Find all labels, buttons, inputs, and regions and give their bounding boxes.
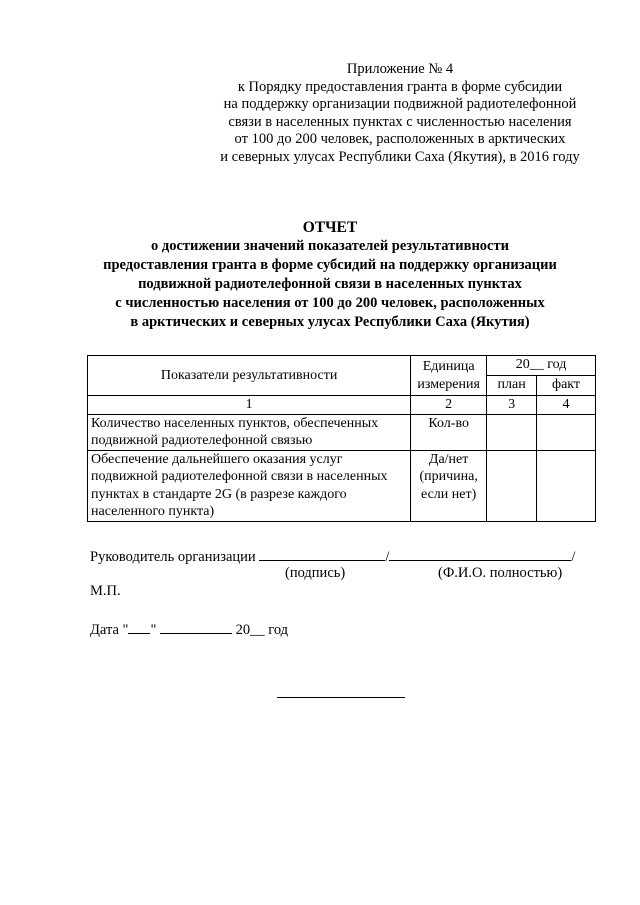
report-title: ОТЧЕТ: [302, 219, 358, 236]
annex-line: от 100 до 200 человек, расположенных в арктических: [234, 131, 566, 147]
annex-line: на поддержку организации подвижной радиотелефонной: [223, 96, 577, 112]
annex-line: и северных улусах Республики Саха (Якутия), в 2016 году: [220, 148, 580, 165]
header-unit-line: Единица: [422, 359, 475, 374]
report-subtitle-line: с численностью населения от 100 до 200 человек, расположенных: [115, 295, 545, 311]
plan-cell[interactable]: [487, 450, 537, 521]
report-subtitle-line: в арктических и северных улусах Республики Саха (Якутия): [130, 314, 530, 330]
date-close-quote: ": [150, 622, 157, 638]
separator: /: [571, 549, 576, 565]
report-subtitle-line: подвижной радиотелефонной связи в населенных пунктах: [138, 276, 522, 292]
divider-line: [277, 697, 405, 698]
header-indicators: Показатели результативности: [88, 356, 411, 396]
unit-cell: Да/нет (причина, если нет): [411, 450, 487, 521]
signature-field[interactable]: [259, 546, 385, 561]
annex-number: Приложение № 4: [346, 61, 454, 77]
head-signature-line: [90, 546, 575, 566]
report-title-block: [80, 218, 580, 332]
indicators-table: [87, 355, 596, 522]
stamp-label: М.П.: [90, 583, 121, 599]
report-subtitle-line: предоставления гранта в форме субсидий на поддержку организации: [103, 257, 557, 273]
signature-caption: (подпись): [285, 565, 346, 581]
header-plan: план: [487, 376, 537, 396]
indicator-cell: Количество населенных пунктов, обеспеченных подвижной радиотелефонной связью: [88, 414, 411, 450]
column-number: 3: [487, 396, 537, 415]
header-unit-line: измерения: [417, 376, 480, 392]
annex-line: к Порядку предоставления гранта в форме субсидии: [237, 78, 563, 95]
annex-header: [150, 61, 640, 166]
column-number: 4: [537, 396, 596, 415]
date-day-field[interactable]: [128, 619, 150, 634]
full-name-field[interactable]: [389, 546, 571, 561]
fact-cell[interactable]: [537, 450, 596, 521]
name-caption: (Ф.И.О. полностью): [438, 565, 563, 581]
header-unit: [411, 356, 487, 396]
annex-line: связи в населенных пунктах с численностью населения: [228, 113, 572, 130]
table-row: [88, 414, 596, 450]
date-label: Дата: [90, 622, 119, 638]
header-fact: факт: [537, 376, 596, 396]
table-number-row: [88, 396, 596, 415]
fact-cell[interactable]: [537, 414, 596, 450]
date-month-field[interactable]: [160, 619, 232, 634]
separator: /: [385, 549, 390, 565]
date-open-quote: ": [122, 622, 129, 638]
date-line: [90, 619, 288, 639]
indicator-cell: Обеспечение дальнейшего оказания услуг подвижной радиотелефонной связи в населенных пунктах в стандарте 2G (в разрезе каждого населенного пункта): [88, 450, 411, 521]
column-number: 2: [411, 396, 487, 415]
table-row: [88, 450, 596, 521]
column-number: 1: [88, 396, 411, 415]
unit-cell: Кол-во: [411, 414, 487, 450]
plan-cell[interactable]: [487, 414, 537, 450]
date-year: 20__ год: [235, 622, 289, 638]
table-header-row: [88, 356, 596, 376]
report-subtitle-line: о достижении значений показателей результативности: [151, 238, 509, 254]
head-label: Руководитель организации: [90, 549, 256, 565]
header-year: 20__ год: [487, 356, 596, 376]
